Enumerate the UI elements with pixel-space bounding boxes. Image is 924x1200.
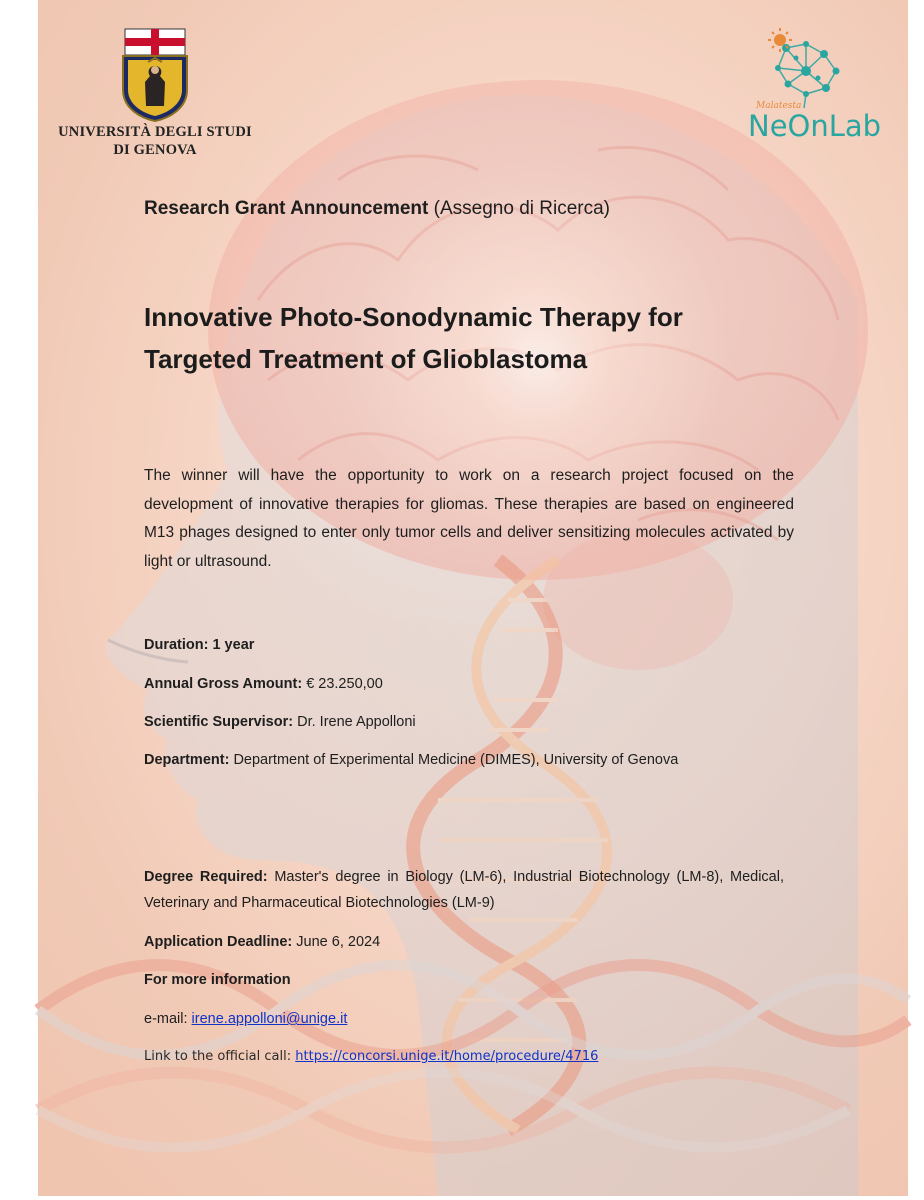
degree-row [144, 864, 784, 916]
department-value: Department of Experimental Medicine (DIMES), University of Genova [233, 752, 679, 768]
announcement-subtitle: (Assegno di Ricerca) [433, 198, 610, 219]
email-label: e-mail: [144, 1011, 188, 1027]
unige-name-line2: DI GENOVA [113, 142, 197, 158]
official-call-link[interactable]: https://concorsi.unige.it/home/procedure/4716 [295, 1049, 599, 1064]
project-title [144, 296, 834, 380]
deadline-label: Application Deadline: [144, 934, 293, 950]
supervisor-row [144, 714, 416, 730]
more-info-heading [144, 972, 291, 988]
announcement-title: Research Grant Announcement [144, 198, 429, 219]
supervisor-label: Scientific Supervisor: [144, 714, 294, 730]
deadline-row [144, 934, 380, 950]
official-call-row [144, 1049, 598, 1064]
email-row [144, 1011, 347, 1027]
neonlab-network-icon [706, 26, 882, 146]
neonlab-name: NeOnLab [748, 109, 882, 143]
project-title-line1: Innovative Photo-Sonodynamic Therapy for [144, 302, 683, 332]
official-call-label: Link to the official call: [144, 1049, 292, 1064]
duration-row [144, 637, 254, 653]
unige-crest-icon [120, 26, 190, 122]
amount-label: Annual Gross Amount: [144, 676, 303, 692]
amount-value: € 23.250,00 [306, 676, 383, 692]
project-description: The winner will have the opportunity to work on a research project focused on the development of innovative therapies for gliomas. These therapies are based on engineered M13 phages designed to enter only tumor cells and deliver sensitizing molecules activated by light or ultrasound. [144, 467, 794, 570]
amount-row [144, 676, 383, 692]
neonlab-logo [706, 26, 882, 146]
department-label: Department: [144, 752, 230, 768]
degree-value: Master's degree in Biology (LM-6), Industrial Biotechnology (LM-8), Medical, Veterinary and Pharmaceutical Biotechnologies (LM-9) [144, 869, 784, 911]
degree-label: Degree Required: [144, 869, 268, 885]
email-link[interactable]: irene.appolloni@unige.it [191, 1011, 348, 1027]
unige-logo [50, 26, 260, 158]
project-title-line2: Targeted Treatment of Glioblastoma [144, 344, 588, 374]
deadline-value: June 6, 2024 [296, 934, 381, 950]
poster [38, 0, 908, 1196]
supervisor-value: Dr. Irene Appolloni [297, 714, 416, 730]
more-info-label: For more information [144, 972, 291, 988]
department-row [144, 752, 678, 768]
duration-label: Duration: [144, 637, 209, 653]
duration-value: 1 year [212, 637, 255, 653]
announcement-heading [144, 198, 610, 220]
unige-name-line1: UNIVERSITÀ DEGLI STUDI [58, 124, 252, 140]
neonlab-prefix: Malatesta [756, 101, 802, 111]
